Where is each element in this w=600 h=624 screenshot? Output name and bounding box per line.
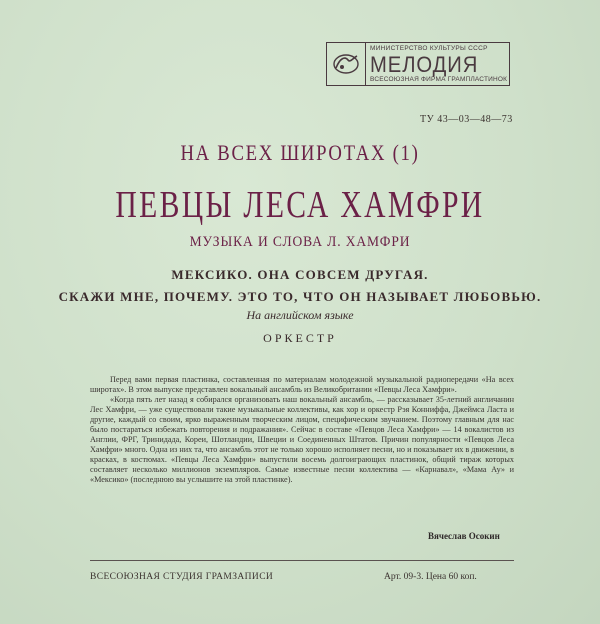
liner-notes-paragraph-1: Перед вами первая пластинка, составленная по материалам молодежной музыкальной радиопередачи «На всех широтах». В этом выпуске представлен вокальный ансамбль из Великобритании «Певцы Леса Хамфри». [90, 375, 514, 394]
liner-notes [90, 375, 514, 485]
artist-title: ПЕВЦЫ ЛЕСА ХАМФРИ [115, 184, 485, 226]
tu-code: ТУ 43—03—48—73 [420, 114, 513, 125]
liner-notes-paragraph-2: «Когда пять лет назад я собирался организовать наш вокальный ансамбль, — рассказывает 35-летний англичанин Лес Хамфри, — уже существовали такие музыкальные коллективы, как хор и оркестр Рэя Конниффа, Джеймса Ласта и другие, каждый со своим, ярко выраженным творческим лицом, специфическим звучанием. Поэтому главным для нас было постараться избежать повторения и подражания». Сейчас в составе «Певцов Леса Хамфри» — 14 вокалистов из Англии, ФРГ, Тринидада, Кореи, Шотландии, Швеции и Соединенных Штатов. Причин популярности «Певцов Леса Хамфри» много. Одна из них та, что ансамбль этот не только хорошо исполняет песни, но и показывает их в движении, в красках, в костюмах. «Певцы Леса Хамфри» выпустили восемь долгоиграющих пластинок, общий тираж которых составляет несколько миллионов экземпляров. Самые известные песни коллектива — «Карнавал», «Мама Ау» и «Мексико» (последнюю вы услышите на этой пластинке). [90, 395, 514, 484]
melodiya-mark-icon [327, 43, 366, 85]
logo-ministry-text: МИНИСТЕРСТВО КУЛЬТУРЫ СССР [370, 45, 488, 52]
notes-author: Вячеслав Осокин [428, 531, 500, 541]
logo-company-text: ВСЕСОЮЗНАЯ ФИРМА ГРАМПЛАСТИНОК [370, 76, 508, 83]
logo-text-block [366, 43, 509, 85]
language-note: На английском языке [246, 308, 354, 322]
catalog-price: Арт. 09-3. Цена 60 коп. [384, 572, 477, 582]
footer-divider [90, 560, 514, 561]
studio-name: ВСЕСОЮЗНАЯ СТУДИЯ ГРАМЗАПИСИ [90, 572, 274, 582]
orchestra-credit: ОРКЕСТР [263, 331, 337, 345]
songs-line-2: СКАЖИ МНЕ, ПОЧЕМУ. ЭТО ТО, ЧТО ОН НАЗЫВАЕТ ЛЮБОВЬЮ. [58, 289, 542, 304]
logo-brand-name: МЕЛОДИЯ [370, 52, 479, 77]
melodiya-logo [326, 42, 510, 86]
songs-line-1: МЕКСИКО. ОНА СОВСЕМ ДРУГАЯ. [171, 267, 429, 282]
music-credit: МУЗЫКА И СЛОВА Л. ХАМФРИ [189, 234, 411, 250]
series-title: НА ВСЕХ ШИРОТАХ (1) [180, 140, 420, 165]
